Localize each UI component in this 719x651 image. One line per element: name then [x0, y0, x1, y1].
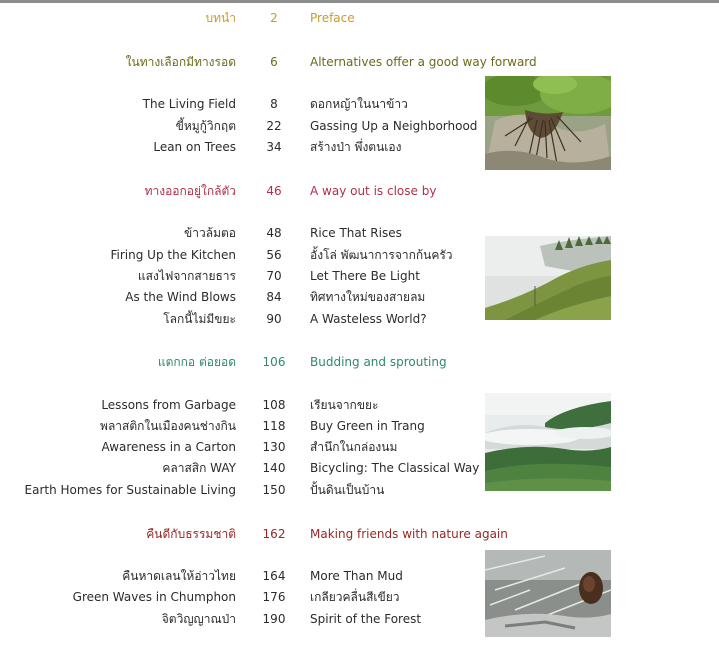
photo-misty-hillside: [485, 236, 611, 320]
entry-left-title: คืนหาดเลนให้อ่าวไทย: [122, 569, 236, 583]
toc-entry[interactable]: [0, 458, 719, 478]
preface-english-title: Preface: [310, 11, 355, 25]
section-thai-title: ทางออกอยู่ใกล้ตัว: [144, 184, 236, 198]
photo-cloud-forest: [485, 393, 611, 491]
entry-page-number: 70: [266, 269, 282, 283]
entry-left-title: ขี้หมูกู้วิกฤต: [175, 119, 236, 133]
section-page-number: 162: [262, 527, 286, 541]
entry-right-title: สร้างป่า พึ่งตนเอง: [310, 140, 402, 154]
toc-entry[interactable]: [0, 609, 719, 629]
entry-page-number: 48: [266, 226, 282, 240]
entry-left-title: Firing Up the Kitchen: [110, 248, 236, 262]
entry-right-title: Buy Green in Trang: [310, 419, 425, 433]
entry-left-title: จิตวิญญาณป่า: [161, 612, 236, 626]
entry-left-title: ข้าวล้มตอ: [184, 226, 236, 240]
entry-right-title: ดอกหญ้าในนาข้าว: [310, 97, 408, 111]
section-thai-title: ในทางเลือกมีทางรอด: [125, 55, 236, 69]
entry-left-title: Earth Homes for Sustainable Living: [24, 483, 236, 497]
entry-page-number: 130: [262, 440, 286, 454]
section-page-number: 6: [270, 55, 278, 69]
toc-entry[interactable]: [0, 137, 719, 157]
section-english-title: Making friends with nature again: [310, 527, 508, 541]
entry-page-number: 90: [266, 312, 282, 326]
toc-entry[interactable]: [0, 587, 719, 607]
entry-right-title: Gassing Up a Neighborhood: [310, 119, 478, 133]
entry-left-title: As the Wind Blows: [125, 290, 236, 304]
section-page-number: 106: [262, 355, 286, 369]
section-heading-way-out[interactable]: [0, 181, 719, 201]
entry-left-title: Lean on Trees: [153, 140, 236, 154]
section-thai-title: แตกกอ ต่อยอด: [157, 355, 236, 369]
photo-mudflat-crab: [485, 550, 611, 637]
section-page-number: 46: [266, 184, 282, 198]
toc-entry[interactable]: [0, 287, 719, 307]
entry-page-number: 108: [262, 398, 286, 412]
entry-right-title: Bicycling: The Classical Way: [310, 461, 480, 475]
toc-entry[interactable]: [0, 437, 719, 457]
toc-entry[interactable]: [0, 94, 719, 114]
entry-left-title: คลาสสิก WAY: [162, 461, 236, 475]
preface-page-number: 2: [270, 11, 278, 25]
entry-page-number: 176: [262, 590, 286, 604]
entry-page-number: 190: [262, 612, 286, 626]
entry-page-number: 118: [262, 419, 286, 433]
section-heading-budding[interactable]: [0, 352, 719, 372]
section-heading-alternatives[interactable]: [0, 52, 719, 72]
entry-page-number: 164: [262, 569, 286, 583]
entry-left-title: Green Waves in Chumphon: [72, 590, 236, 604]
entry-right-title: Let There Be Light: [310, 269, 420, 283]
preface-thai-title: บทนำ: [205, 11, 236, 25]
toc-entry[interactable]: [0, 395, 719, 415]
toc-entry[interactable]: [0, 566, 719, 586]
entry-right-title: ปั้นดินเป็นบ้าน: [310, 483, 385, 497]
entry-left-title: Lessons from Garbage: [101, 398, 236, 412]
entry-right-title: A Wasteless World?: [310, 312, 427, 326]
entry-right-title: อั้งโล่ พัฒนาการจากก้นครัว: [310, 248, 453, 262]
entry-right-title: More Than Mud: [310, 569, 403, 583]
photo-roots-field: [485, 76, 611, 170]
entry-page-number: 22: [266, 119, 282, 133]
entry-left-title: พลาสติกในเมืองคนช่างกิน: [100, 419, 236, 433]
entry-right-title: สำนึกในกล่องนม: [310, 440, 398, 454]
top-border: [0, 0, 719, 3]
entry-right-title: Rice That Rises: [310, 226, 402, 240]
toc-entry[interactable]: [0, 116, 719, 136]
entry-right-title: Spirit of the Forest: [310, 612, 422, 626]
toc-entry[interactable]: [0, 266, 719, 286]
section-thai-title: คืนดีกับธรรมชาติ: [146, 527, 236, 541]
entry-left-title: โลกนี้ไม่มีขยะ: [163, 312, 236, 326]
toc-entry[interactable]: [0, 223, 719, 243]
toc-entry[interactable]: [0, 480, 719, 500]
entry-left-title: แสงไฟจากสายธาร: [137, 269, 236, 283]
entry-page-number: 140: [262, 461, 286, 475]
entry-right-title: เกลียวคลื่นสีเขียว: [310, 590, 400, 604]
section-heading-nature[interactable]: [0, 524, 719, 544]
entry-right-title: ทิศทางใหม่ของสายลม: [310, 290, 426, 304]
toc-entry[interactable]: [0, 309, 719, 329]
entry-right-title: เรียนจากขยะ: [310, 398, 379, 412]
section-english-title: A way out is close by: [310, 184, 437, 198]
toc-entry[interactable]: [0, 416, 719, 436]
toc-entry[interactable]: [0, 245, 719, 265]
section-english-title: Budding and sprouting: [310, 355, 447, 369]
entry-page-number: 34: [266, 140, 282, 154]
entry-left-title: The Living Field: [142, 97, 236, 111]
entry-left-title: Awareness in a Carton: [101, 440, 236, 454]
entry-page-number: 8: [270, 97, 278, 111]
section-english-title: Alternatives offer a good way forward: [310, 55, 537, 69]
entry-page-number: 56: [266, 248, 282, 262]
toc-preface-row[interactable]: [0, 8, 719, 28]
entry-page-number: 150: [262, 483, 286, 497]
entry-page-number: 84: [266, 290, 282, 304]
